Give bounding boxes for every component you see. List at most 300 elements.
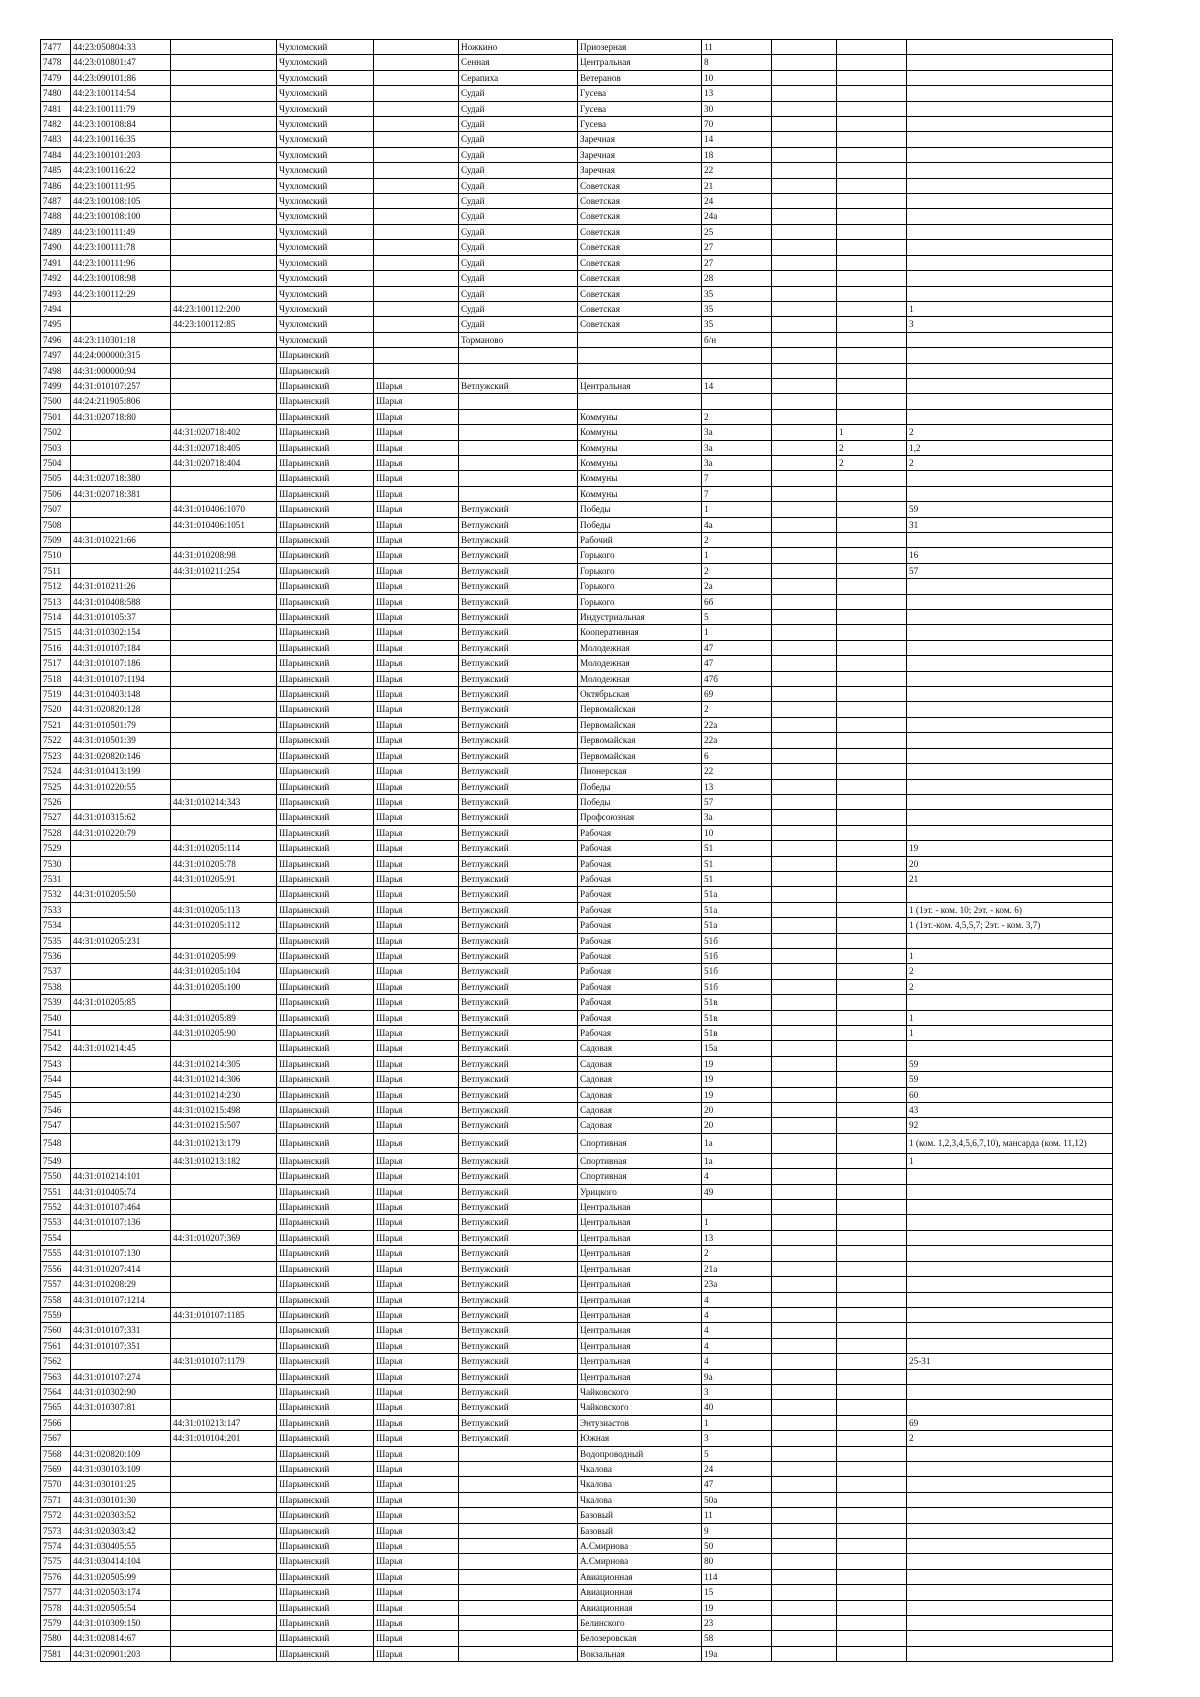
building-cell xyxy=(772,1492,837,1507)
premises-cadastral-number-cell xyxy=(171,687,277,702)
settlement-cell: Ветлужский xyxy=(459,871,578,886)
building-cell xyxy=(772,1323,837,1338)
district-cell: Шарьинский xyxy=(277,486,374,501)
street-cell: Центральная xyxy=(578,378,702,393)
street-cell: Садовая xyxy=(578,1056,702,1071)
premises-cadastral-number-cell xyxy=(171,1523,277,1538)
table-row xyxy=(41,101,1113,116)
building-cell xyxy=(772,1631,837,1646)
town-cell: Шарья xyxy=(374,702,459,717)
street-cell: Коммуны xyxy=(578,455,702,470)
building-cadastral-number-cell xyxy=(71,1153,171,1168)
settlement-cell: Ветлужский xyxy=(459,517,578,532)
house-number-cell: 19 xyxy=(702,1087,772,1102)
building-cell xyxy=(772,656,837,671)
building-cell xyxy=(772,733,837,748)
settlement-cell: Ветлужский xyxy=(459,1118,578,1133)
town-cell: Шарья xyxy=(374,1492,459,1507)
building-cadastral-number-cell: 44:31:010214:101 xyxy=(71,1169,171,1184)
house-number-cell: 51а xyxy=(702,902,772,917)
street-cell: Энтузиастов xyxy=(578,1415,702,1430)
town-cell xyxy=(374,194,459,209)
settlement-cell xyxy=(459,1600,578,1615)
floor-cell xyxy=(837,1477,907,1492)
town-cell: Шарья xyxy=(374,1384,459,1399)
building-cadastral-number-cell xyxy=(71,1230,171,1245)
floor-cell xyxy=(837,147,907,162)
apartment-cell: 2 xyxy=(907,455,1113,470)
town-cell: Шарья xyxy=(374,748,459,763)
floor-cell xyxy=(837,594,907,609)
house-number-cell: 80 xyxy=(702,1554,772,1569)
settlement-cell: Ветлужский xyxy=(459,1215,578,1230)
district-cell: Чухломский xyxy=(277,240,374,255)
row-number-cell: 7526 xyxy=(41,794,71,809)
settlement-cell: Судай xyxy=(459,286,578,301)
table-row xyxy=(41,717,1113,732)
building-cadastral-number-cell: 44:31:010211:26 xyxy=(71,579,171,594)
settlement-cell xyxy=(459,409,578,424)
settlement-cell: Судай xyxy=(459,194,578,209)
premises-cadastral-number-cell xyxy=(171,486,277,501)
district-cell: Шарьинский xyxy=(277,1369,374,1384)
floor-cell xyxy=(837,178,907,193)
building-cadastral-number-cell: 44:31:030103:109 xyxy=(71,1461,171,1476)
table-row xyxy=(41,1261,1113,1276)
apartment-cell xyxy=(907,1323,1113,1338)
apartment-cell xyxy=(907,163,1113,178)
district-cell: Шарьинский xyxy=(277,440,374,455)
premises-cadastral-number-cell: 44:31:010211:254 xyxy=(171,563,277,578)
district-cell: Чухломский xyxy=(277,286,374,301)
floor-cell xyxy=(837,733,907,748)
floor-cell xyxy=(837,579,907,594)
row-number-cell: 7532 xyxy=(41,887,71,902)
town-cell xyxy=(374,178,459,193)
street-cell: Центральная xyxy=(578,1277,702,1292)
floor-cell xyxy=(837,286,907,301)
table-row xyxy=(41,1539,1113,1554)
building-cell xyxy=(772,455,837,470)
building-cadastral-number-cell xyxy=(71,1118,171,1133)
street-cell: Белинского xyxy=(578,1616,702,1631)
settlement-cell: Ветлужский xyxy=(459,1246,578,1261)
house-number-cell: 4 xyxy=(702,1307,772,1322)
building-cadastral-number-cell: 44:31:010214:45 xyxy=(71,1041,171,1056)
street-cell: Чайковского xyxy=(578,1384,702,1399)
street-cell: Рабочая xyxy=(578,918,702,933)
premises-cadastral-number-cell xyxy=(171,579,277,594)
district-cell: Шарьинский xyxy=(277,1338,374,1353)
floor-cell xyxy=(837,1508,907,1523)
settlement-cell: Ветлужский xyxy=(459,671,578,686)
row-number-cell: 7580 xyxy=(41,1631,71,1646)
floor-cell xyxy=(837,40,907,55)
district-cell: Шарьинский xyxy=(277,1133,374,1153)
apartment-cell xyxy=(907,1446,1113,1461)
floor-cell xyxy=(837,656,907,671)
settlement-cell: Ветлужский xyxy=(459,1230,578,1245)
house-number-cell: 47 xyxy=(702,656,772,671)
town-cell: Шарья xyxy=(374,563,459,578)
settlement-cell: Ветлужский xyxy=(459,1169,578,1184)
street-cell: Горького xyxy=(578,548,702,563)
street-cell: А.Смирнова xyxy=(578,1554,702,1569)
floor-cell xyxy=(837,548,907,563)
settlement-cell: Судай xyxy=(459,147,578,162)
row-number-cell: 7482 xyxy=(41,117,71,132)
floor-cell xyxy=(837,1323,907,1338)
table-row xyxy=(41,378,1113,393)
settlement-cell xyxy=(459,1477,578,1492)
house-number-cell: 51 xyxy=(702,856,772,871)
town-cell: Шарья xyxy=(374,1354,459,1369)
street-cell: Садовая xyxy=(578,1041,702,1056)
town-cell: Шарья xyxy=(374,394,459,409)
settlement-cell: Ветлужский xyxy=(459,1087,578,1102)
settlement-cell: Ветлужский xyxy=(459,1072,578,1087)
premises-cadastral-number-cell xyxy=(171,163,277,178)
district-cell: Чухломский xyxy=(277,301,374,316)
premises-cadastral-number-cell xyxy=(171,1400,277,1415)
town-cell: Шарья xyxy=(374,871,459,886)
settlement-cell xyxy=(459,1646,578,1661)
floor-cell xyxy=(837,779,907,794)
town-cell: Шарья xyxy=(374,887,459,902)
house-number-cell: 13 xyxy=(702,779,772,794)
building-cadastral-number-cell xyxy=(71,1431,171,1446)
house-number-cell: 27 xyxy=(702,255,772,270)
house-number-cell: 35 xyxy=(702,317,772,332)
building-cell xyxy=(772,409,837,424)
district-cell: Шарьинский xyxy=(277,640,374,655)
building-cadastral-number-cell: 44:31:010220:79 xyxy=(71,825,171,840)
apartment-cell: 20 xyxy=(907,856,1113,871)
apartment-cell: 19 xyxy=(907,841,1113,856)
row-number-cell: 7534 xyxy=(41,918,71,933)
district-cell: Шарьинский xyxy=(277,1307,374,1322)
floor-cell xyxy=(837,317,907,332)
settlement-cell: Судай xyxy=(459,86,578,101)
floor-cell xyxy=(837,1041,907,1056)
floor-cell xyxy=(837,1118,907,1133)
town-cell: Шарья xyxy=(374,517,459,532)
apartment-cell xyxy=(907,486,1113,501)
apartment-cell xyxy=(907,240,1113,255)
premises-cadastral-number-cell xyxy=(171,810,277,825)
district-cell: Шарьинский xyxy=(277,1508,374,1523)
floor-cell xyxy=(837,271,907,286)
apartment-cell xyxy=(907,1200,1113,1215)
settlement-cell xyxy=(459,1616,578,1631)
district-cell: Шарьинский xyxy=(277,979,374,994)
building-cadastral-number-cell: 44:23:100111:79 xyxy=(71,101,171,116)
premises-cadastral-number-cell xyxy=(171,224,277,239)
house-number-cell: 50 xyxy=(702,1539,772,1554)
premises-cadastral-number-cell: 44:31:010107:1179 xyxy=(171,1354,277,1369)
apartment-cell xyxy=(907,764,1113,779)
row-number-cell: 7521 xyxy=(41,717,71,732)
house-number-cell: 49 xyxy=(702,1184,772,1199)
apartment-cell xyxy=(907,1246,1113,1261)
table-row xyxy=(41,964,1113,979)
building-cadastral-number-cell: 44:31:010107:130 xyxy=(71,1246,171,1261)
apartment-cell: 1 xyxy=(907,948,1113,963)
building-cadastral-number-cell: 44:31:010208:29 xyxy=(71,1277,171,1292)
floor-cell xyxy=(837,825,907,840)
row-number-cell: 7570 xyxy=(41,1477,71,1492)
street-cell: Советская xyxy=(578,194,702,209)
apartment-cell xyxy=(907,271,1113,286)
town-cell: Шарья xyxy=(374,640,459,655)
house-number-cell: 18 xyxy=(702,147,772,162)
settlement-cell: Судай xyxy=(459,255,578,270)
house-number-cell: 19а xyxy=(702,1646,772,1661)
table-row xyxy=(41,995,1113,1010)
apartment-cell: 21 xyxy=(907,871,1113,886)
house-number-cell: 51в xyxy=(702,995,772,1010)
floor-cell xyxy=(837,1569,907,1584)
street-cell: Рабочая xyxy=(578,995,702,1010)
settlement-cell: Ветлужский xyxy=(459,563,578,578)
district-cell: Шарьинский xyxy=(277,1600,374,1615)
street-cell: Центральная xyxy=(578,1246,702,1261)
premises-cadastral-number-cell xyxy=(171,1215,277,1230)
district-cell: Шарьинский xyxy=(277,825,374,840)
town-cell: Шарья xyxy=(374,964,459,979)
premises-cadastral-number-cell xyxy=(171,255,277,270)
street-cell: Советская xyxy=(578,240,702,255)
building-cell xyxy=(772,902,837,917)
table-row xyxy=(41,1616,1113,1631)
building-cell xyxy=(772,394,837,409)
floor-cell xyxy=(837,1631,907,1646)
premises-cadastral-number-cell xyxy=(171,1169,277,1184)
premises-cadastral-number-cell: 44:31:010213:179 xyxy=(171,1133,277,1153)
street-cell: Гусева xyxy=(578,86,702,101)
floor-cell xyxy=(837,748,907,763)
house-number-cell xyxy=(702,1200,772,1215)
row-number-cell: 7497 xyxy=(41,348,71,363)
table-row xyxy=(41,471,1113,486)
district-cell: Шарьинский xyxy=(277,779,374,794)
row-number-cell: 7562 xyxy=(41,1354,71,1369)
row-number-cell: 7510 xyxy=(41,548,71,563)
building-cell xyxy=(772,471,837,486)
district-cell: Шарьинский xyxy=(277,687,374,702)
district-cell: Шарьинский xyxy=(277,610,374,625)
house-number-cell: 2 xyxy=(702,409,772,424)
house-number-cell: 57 xyxy=(702,794,772,809)
building-cell xyxy=(772,486,837,501)
premises-cadastral-number-cell: 44:31:010406:1051 xyxy=(171,517,277,532)
building-cadastral-number-cell: 44:31:010107:331 xyxy=(71,1323,171,1338)
town-cell: Шарья xyxy=(374,409,459,424)
building-cell xyxy=(772,1477,837,1492)
premises-cadastral-number-cell: 44:31:010205:112 xyxy=(171,918,277,933)
building-cell xyxy=(772,425,837,440)
street-cell: Кооперативная xyxy=(578,625,702,640)
town-cell: Шарья xyxy=(374,1200,459,1215)
premises-cadastral-number-cell: 44:31:020718:405 xyxy=(171,440,277,455)
town-cell xyxy=(374,240,459,255)
street-cell: Советская xyxy=(578,178,702,193)
street-cell: Коммуны xyxy=(578,486,702,501)
building-cadastral-number-cell: 44:31:010307:81 xyxy=(71,1400,171,1415)
row-number-cell: 7530 xyxy=(41,856,71,871)
row-number-cell: 7522 xyxy=(41,733,71,748)
building-cadastral-number-cell xyxy=(71,1010,171,1025)
district-cell: Шарьинский xyxy=(277,1431,374,1446)
premises-cadastral-number-cell xyxy=(171,378,277,393)
premises-cadastral-number-cell xyxy=(171,363,277,378)
house-number-cell: 1 xyxy=(702,625,772,640)
row-number-cell: 7512 xyxy=(41,579,71,594)
premises-cadastral-number-cell: 44:31:010214:306 xyxy=(171,1072,277,1087)
row-number-cell: 7508 xyxy=(41,517,71,532)
building-cell xyxy=(772,517,837,532)
district-cell: Шарьинский xyxy=(277,733,374,748)
town-cell xyxy=(374,301,459,316)
district-cell: Шарьинский xyxy=(277,533,374,548)
building-cadastral-number-cell: 44:31:010105:37 xyxy=(71,610,171,625)
table-row xyxy=(41,979,1113,994)
street-cell: Рабочая xyxy=(578,933,702,948)
building-cell xyxy=(772,1415,837,1430)
building-cadastral-number-cell: 44:31:010221:66 xyxy=(71,533,171,548)
row-number-cell: 7485 xyxy=(41,163,71,178)
table-row xyxy=(41,1508,1113,1523)
district-cell: Шарьинский xyxy=(277,1277,374,1292)
table-row xyxy=(41,794,1113,809)
town-cell: Шарья xyxy=(374,1041,459,1056)
floor-cell xyxy=(837,1539,907,1554)
table-row xyxy=(41,1523,1113,1538)
district-cell: Шарьинский xyxy=(277,517,374,532)
building-cell xyxy=(772,40,837,55)
settlement-cell: Ветлужский xyxy=(459,1026,578,1041)
house-number-cell: 24 xyxy=(702,194,772,209)
settlement-cell: Судай xyxy=(459,240,578,255)
building-cell xyxy=(772,194,837,209)
building-cadastral-number-cell: 44:24:000000:315 xyxy=(71,348,171,363)
premises-cadastral-number-cell xyxy=(171,1261,277,1276)
house-number-cell: 22 xyxy=(702,163,772,178)
row-number-cell: 7567 xyxy=(41,1431,71,1446)
building-cell xyxy=(772,933,837,948)
district-cell: Чухломский xyxy=(277,194,374,209)
building-cell xyxy=(772,671,837,686)
building-cell xyxy=(772,1246,837,1261)
table-row xyxy=(41,579,1113,594)
district-cell: Шарьинский xyxy=(277,1010,374,1025)
building-cell xyxy=(772,1431,837,1446)
town-cell: Шарья xyxy=(374,1133,459,1153)
building-cadastral-number-cell: 44:23:100112:29 xyxy=(71,286,171,301)
apartment-cell xyxy=(907,394,1113,409)
district-cell: Шарьинский xyxy=(277,794,374,809)
row-number-cell: 7488 xyxy=(41,209,71,224)
floor-cell xyxy=(837,1133,907,1153)
table-row xyxy=(41,240,1113,255)
apartment-cell: 43 xyxy=(907,1103,1113,1118)
building-cell xyxy=(772,1230,837,1245)
house-number-cell: 6б xyxy=(702,594,772,609)
building-cadastral-number-cell xyxy=(71,425,171,440)
apartment-cell xyxy=(907,533,1113,548)
street-cell: Октябрьская xyxy=(578,687,702,702)
table-row xyxy=(41,147,1113,162)
street-cell: Советская xyxy=(578,255,702,270)
premises-cadastral-number-cell xyxy=(171,533,277,548)
table-row xyxy=(41,117,1113,132)
building-cell xyxy=(772,1384,837,1399)
apartment-cell: 25-31 xyxy=(907,1354,1113,1369)
street-cell: Спортивная xyxy=(578,1133,702,1153)
floor-cell xyxy=(837,1292,907,1307)
apartment-cell xyxy=(907,794,1113,809)
building-cadastral-number-cell: 44:31:020718:381 xyxy=(71,486,171,501)
apartment-cell xyxy=(907,409,1113,424)
building-cadastral-number-cell: 44:31:010405:74 xyxy=(71,1184,171,1199)
district-cell: Шарьинский xyxy=(277,964,374,979)
street-cell: Авиационная xyxy=(578,1585,702,1600)
apartment-cell: 1 xyxy=(907,301,1113,316)
premises-cadastral-number-cell: 44:31:010205:99 xyxy=(171,948,277,963)
district-cell: Шарьинский xyxy=(277,871,374,886)
table-row xyxy=(41,1200,1113,1215)
settlement-cell xyxy=(459,1554,578,1569)
row-number-cell: 7490 xyxy=(41,240,71,255)
floor-cell xyxy=(837,209,907,224)
house-number-cell: 51 xyxy=(702,871,772,886)
premises-cadastral-number-cell xyxy=(171,887,277,902)
floor-cell xyxy=(837,717,907,732)
floor-cell xyxy=(837,1277,907,1292)
district-cell: Шарьинский xyxy=(277,1292,374,1307)
district-cell: Шарьинский xyxy=(277,1118,374,1133)
premises-cadastral-number-cell xyxy=(171,625,277,640)
settlement-cell: Ветлужский xyxy=(459,733,578,748)
house-number-cell: 1а xyxy=(702,1133,772,1153)
house-number-cell xyxy=(702,348,772,363)
settlement-cell: Ветлужский xyxy=(459,1338,578,1353)
building-cell xyxy=(772,55,837,70)
town-cell: Шарья xyxy=(374,1461,459,1476)
building-cadastral-number-cell: 44:23:100108:98 xyxy=(71,271,171,286)
street-cell: Рабочая xyxy=(578,979,702,994)
floor-cell xyxy=(837,1585,907,1600)
premises-cadastral-number-cell xyxy=(171,1041,277,1056)
building-cell xyxy=(772,533,837,548)
table-row xyxy=(41,1415,1113,1430)
premises-cadastral-number-cell xyxy=(171,1646,277,1661)
row-number-cell: 7555 xyxy=(41,1246,71,1261)
district-cell: Шарьинский xyxy=(277,363,374,378)
street-cell: Базовый xyxy=(578,1508,702,1523)
settlement-cell xyxy=(459,394,578,409)
floor-cell xyxy=(837,702,907,717)
table-row xyxy=(41,1153,1113,1168)
apartment-cell: 31 xyxy=(907,517,1113,532)
building-cadastral-number-cell: 44:31:020503:174 xyxy=(71,1585,171,1600)
town-cell: Шарья xyxy=(374,841,459,856)
building-cell xyxy=(772,1072,837,1087)
row-number-cell: 7477 xyxy=(41,40,71,55)
building-cell xyxy=(772,1646,837,1661)
street-cell: Рабочая xyxy=(578,964,702,979)
apartment-cell xyxy=(907,1600,1113,1615)
